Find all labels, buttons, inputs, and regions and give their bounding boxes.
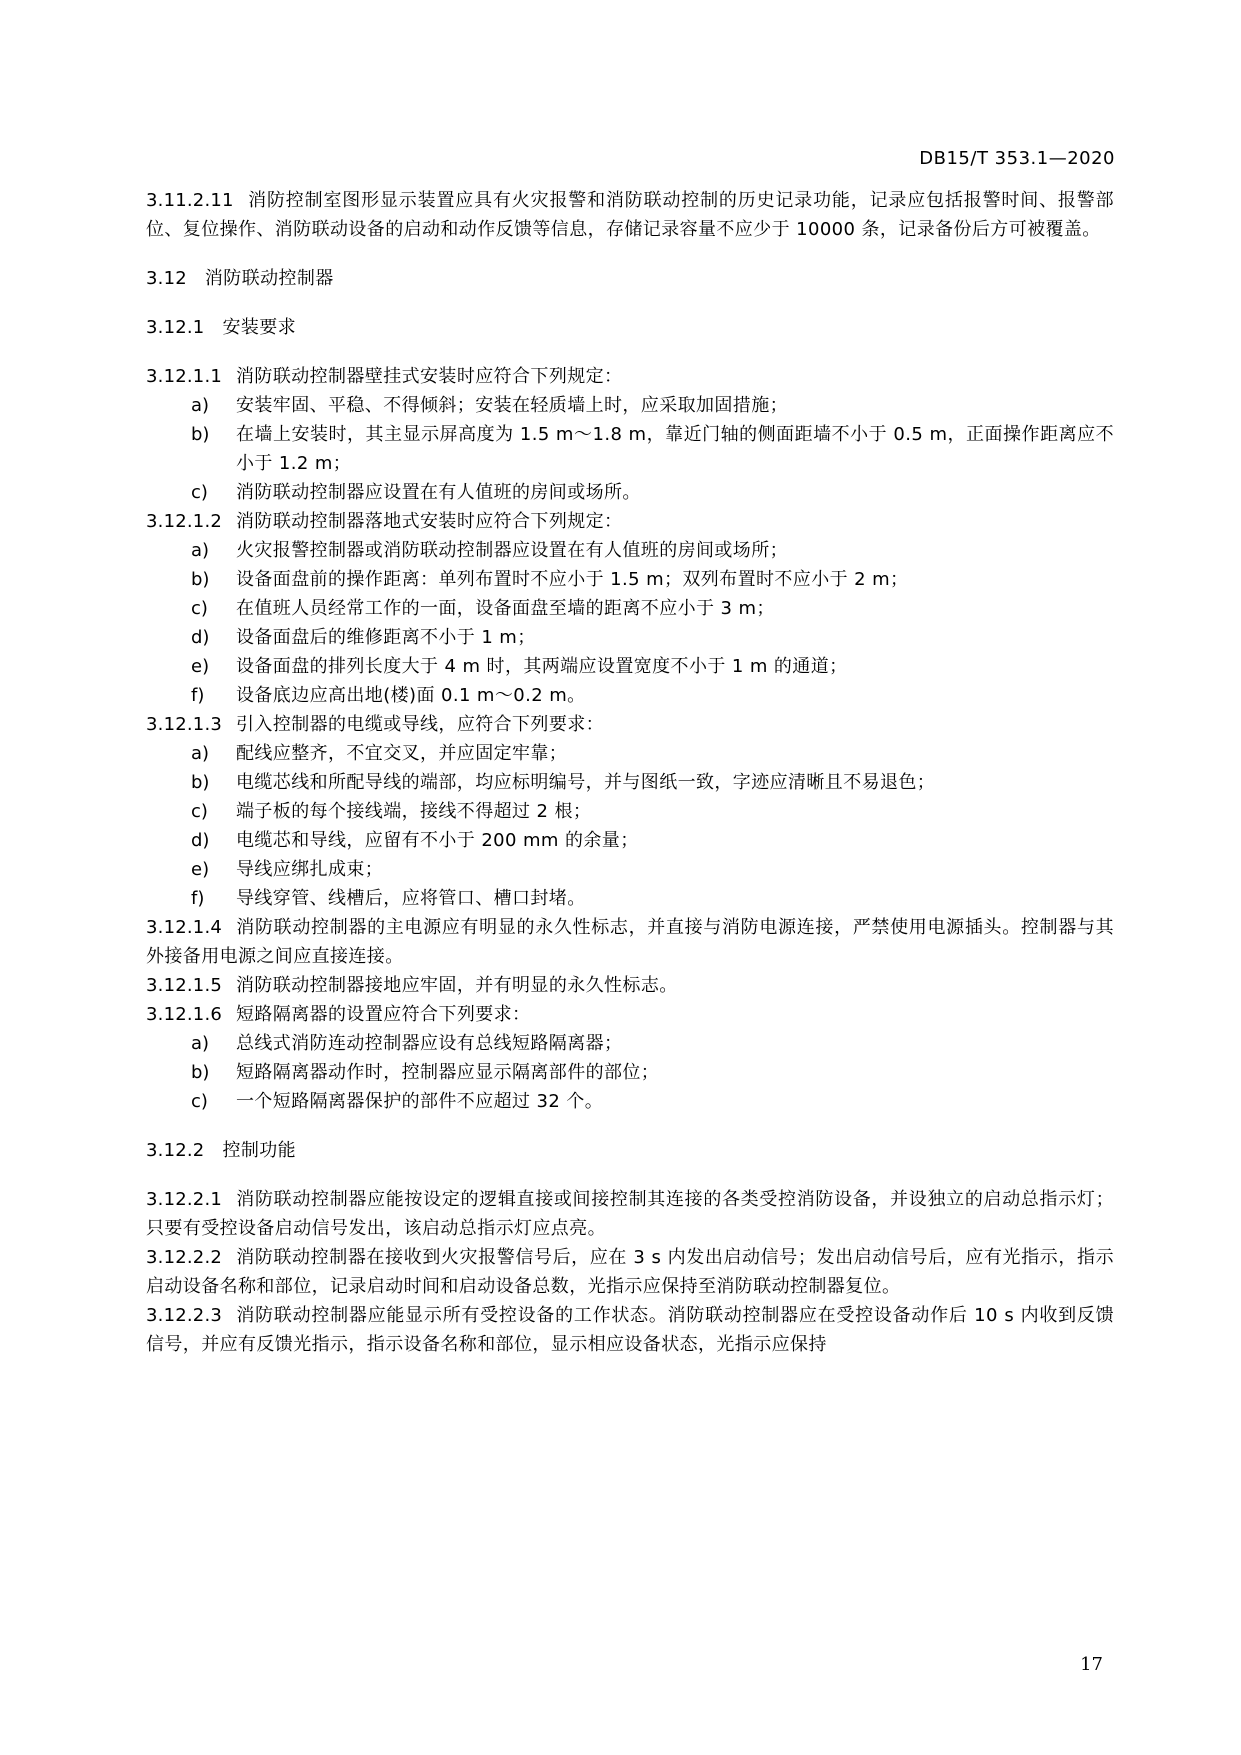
section-number: 3.12.1 — [146, 317, 205, 338]
clause-text: 消防联动控制器接地应牢固，并有明显的永久性标志。 — [236, 975, 678, 996]
clause-number: 3.12.2.1 — [146, 1189, 223, 1210]
list-item — [146, 768, 1114, 797]
document-code: DB15/T 353.1—2020 — [919, 148, 1115, 169]
list-item — [146, 681, 1114, 710]
section-heading-3-12-1 — [146, 313, 1114, 342]
clause-text: 消防联动控制器的主电源应有明显的永久性标志，并直接与消防电源连接，严禁使用电源插头。控制器与其外接备用电源之间应直接连接。 — [146, 917, 1114, 967]
list-item — [146, 1029, 1114, 1058]
clause-3-12-2-1 — [146, 1185, 1114, 1243]
clause-3-12-1-6 — [146, 1000, 1114, 1029]
list-marker: f) — [191, 685, 205, 706]
list-item — [146, 1087, 1114, 1116]
list-marker: f) — [191, 888, 205, 909]
list-marker: a) — [191, 395, 210, 416]
list-item-text: 短路隔离器动作时，控制器应显示隔离部件的部位； — [236, 1062, 660, 1083]
list-item-text: 导线应绑扎成束； — [236, 859, 384, 880]
clause-3-11-2-11 — [146, 186, 1114, 244]
clause-text: 消防联动控制器应能按设定的逻辑直接或间接控制其连接的各类受控消防设备，并设独立的启动总指示灯；只要有受控设备启动信号发出，该启动总指示灯应点亮。 — [146, 1189, 1114, 1239]
clause-number: 3.12.1.2 — [146, 511, 223, 532]
list-item-text: 安装牢固、平稳、不得倾斜；安装在轻质墙上时，应采取加固措施； — [236, 395, 788, 416]
list-marker: b) — [191, 569, 210, 590]
clause-text: 短路隔离器的设置应符合下列要求： — [236, 1004, 531, 1025]
list-item — [146, 739, 1114, 768]
clause-3-12-2-2 — [146, 1243, 1114, 1301]
clause-text: 消防联动控制器落地式安装时应符合下列规定： — [236, 511, 623, 532]
clause-text: 消防控制室图形显示装置应具有火灾报警和消防联动控制的历史记录功能，记录应包括报警时间、报警部位、复位操作、消防联动设备的启动和动作反馈等信息，存储记录容量不应少于 10000 条，记录备份后方可被覆盖。 — [146, 190, 1114, 240]
list-item — [146, 884, 1114, 913]
clause-3-12-1-3 — [146, 710, 1114, 739]
list-item — [146, 420, 1114, 478]
list-item-text: 消防联动控制器应设置在有人值班的房间或场所。 — [236, 482, 641, 503]
list-item — [146, 478, 1114, 507]
clause-number: 3.12.1.5 — [146, 975, 223, 996]
list-marker: a) — [191, 743, 210, 764]
list-marker: c) — [191, 482, 208, 503]
list-item-text: 电缆芯和导线，应留有不小于 200 mm 的余量； — [236, 830, 639, 851]
clause-3-12-1-2 — [146, 507, 1114, 536]
clause-text: 消防联动控制器壁挂式安装时应符合下列规定： — [236, 366, 623, 387]
section-number: 3.12 — [146, 268, 187, 289]
clause-number: 3.11.2.11 — [146, 190, 234, 211]
list-item-text: 端子板的每个接线端，接线不得超过 2 根； — [236, 801, 592, 822]
section-title: 安装要求 — [222, 317, 297, 338]
list-marker: c) — [191, 598, 208, 619]
list-item — [146, 797, 1114, 826]
list-item-text: 设备面盘前的操作距离：单列布置时不应小于 1.5 m；双列布置时不应小于 2 m； — [236, 569, 909, 590]
clause-number: 3.12.2.2 — [146, 1247, 223, 1268]
list-item — [146, 1058, 1114, 1087]
list-item-text: 设备面盘后的维修距离不小于 1 m； — [236, 627, 536, 648]
clause-3-12-1-5 — [146, 971, 1114, 1000]
list-marker: c) — [191, 1091, 208, 1112]
clause-number: 3.12.1.1 — [146, 366, 223, 387]
list-item — [146, 623, 1114, 652]
section-title: 控制功能 — [222, 1140, 297, 1161]
section-heading-3-12-2 — [146, 1136, 1114, 1165]
section-heading-3-12 — [146, 264, 1114, 293]
list-marker: c) — [191, 801, 208, 822]
list-marker: d) — [191, 830, 210, 851]
clause-number: 3.12.1.4 — [146, 917, 223, 938]
list-item — [146, 391, 1114, 420]
section-title: 消防联动控制器 — [204, 268, 334, 289]
list-item-text: 总线式消防连动控制器应设有总线短路隔离器； — [236, 1033, 623, 1054]
list-item-text: 设备面盘的排列长度大于 4 m 时，其两端应设置宽度不小于 1 m 的通道； — [236, 656, 848, 677]
clause-3-12-2-3 — [146, 1301, 1114, 1359]
list-item — [146, 652, 1114, 681]
clause-number: 3.12.1.3 — [146, 714, 223, 735]
section-number: 3.12.2 — [146, 1140, 205, 1161]
page-content — [146, 186, 1114, 1359]
list-item-text: 一个短路隔离器保护的部件不应超过 32 个。 — [236, 1091, 604, 1112]
list-item-text: 在墙上安装时，其主显示屏高度为 1.5 m～1.8 m，靠近门轴的侧面距墙不小于 0.5 m，正面操作距离应不小于 1.2 m； — [236, 424, 1114, 474]
clause-number: 3.12.1.6 — [146, 1004, 223, 1025]
clause-number: 3.12.2.3 — [146, 1305, 223, 1326]
page-number: 17 — [1080, 1654, 1103, 1675]
list-marker: b) — [191, 1062, 210, 1083]
list-item — [146, 594, 1114, 623]
list-item-text: 配线应整齐，不宜交叉，并应固定牢靠； — [236, 743, 568, 764]
list-marker: a) — [191, 1033, 210, 1054]
list-item — [146, 536, 1114, 565]
clause-3-12-1-4 — [146, 913, 1114, 971]
list-item-text: 设备底边应高出地(楼)面 0.1 m～0.2 m。 — [236, 685, 586, 706]
clause-text: 消防联动控制器在接收到火灾报警信号后，应在 3 s 内发出启动信号；发出启动信号后，应有光指示，指示启动设备名称和部位，记录启动时间和启动设备总数，光指示应保持至消防联动控制器复位。 — [146, 1247, 1114, 1297]
list-item-text: 在值班人员经常工作的一面，设备面盘至墙的距离不应小于 3 m； — [236, 598, 775, 619]
list-item — [146, 826, 1114, 855]
list-marker: b) — [191, 424, 210, 445]
list-marker: e) — [191, 859, 210, 880]
list-item — [146, 855, 1114, 884]
list-marker: a) — [191, 540, 210, 561]
clause-text: 引入控制器的电缆或导线，应符合下列要求： — [236, 714, 605, 735]
list-item-text: 导线穿管、线槽后，应将管口、槽口封堵。 — [236, 888, 586, 909]
list-marker: d) — [191, 627, 210, 648]
list-item-text: 火灾报警控制器或消防联动控制器应设置在有人值班的房间或场所； — [236, 540, 788, 561]
list-marker: b) — [191, 772, 210, 793]
list-marker: e) — [191, 656, 210, 677]
list-item-text: 电缆芯线和所配导线的端部，均应标明编号，并与图纸一致，字迹应清晰且不易退色； — [236, 772, 936, 793]
clause-text: 消防联动控制器应能显示所有受控设备的工作状态。消防联动控制器应在受控设备动作后 10 s 内收到反馈信号，并应有反馈光指示，指示设备名称和部位，显示相应设备状态，光指示应保持 — [146, 1305, 1114, 1355]
list-item — [146, 565, 1114, 594]
clause-3-12-1-1 — [146, 362, 1114, 391]
